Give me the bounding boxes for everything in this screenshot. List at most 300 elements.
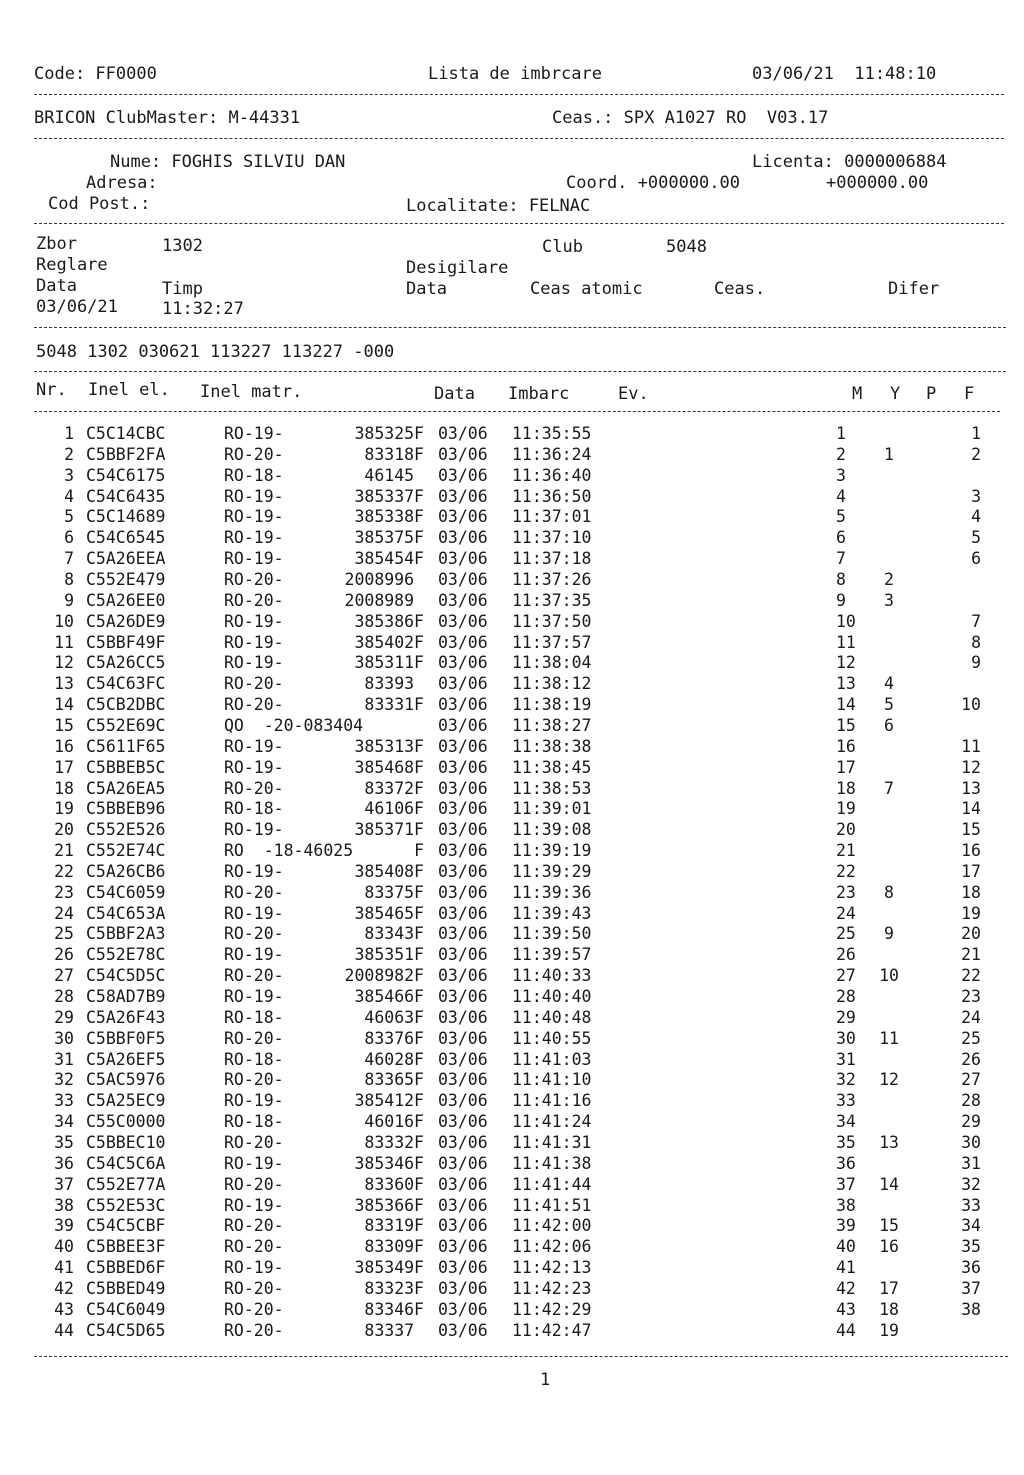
ring-number: 385465F xyxy=(354,903,424,923)
col-p: P xyxy=(926,384,937,404)
rank-m: 8 xyxy=(836,570,846,589)
row-number: 37 xyxy=(54,1174,74,1194)
rank-f: 20 xyxy=(961,924,981,944)
rank-f: 29 xyxy=(961,1112,981,1132)
row-number: 4 xyxy=(64,486,74,506)
ring-prefix: RO-18- xyxy=(224,799,284,819)
divider xyxy=(34,1356,1008,1357)
arrival-time: 11:35:55 xyxy=(512,424,592,443)
ring-prefix: RO-19- xyxy=(224,528,284,548)
rank-m: 11 xyxy=(836,632,856,652)
row-number: 34 xyxy=(54,1112,74,1132)
col-imbarc: Imbarc xyxy=(508,384,570,404)
ring-electronic: C5A26F43 xyxy=(86,1007,166,1027)
rank-y: 3 xyxy=(884,590,894,610)
row-number: 2 xyxy=(64,444,74,464)
rank-m: 18 xyxy=(836,778,856,798)
rank-f: 17 xyxy=(961,861,981,881)
ring-prefix: RO-19- xyxy=(224,653,284,673)
divider xyxy=(34,327,1006,328)
rank-m: 12 xyxy=(836,653,856,673)
ring-electronic: C5BBED6F xyxy=(86,1258,166,1277)
ring-electronic: C55C0000 xyxy=(86,1112,166,1132)
rank-m: 42 xyxy=(836,1278,856,1298)
ring-electronic: C54C6059 xyxy=(86,882,166,902)
rank-f: 27 xyxy=(961,1070,981,1090)
rank-f: 13 xyxy=(961,778,981,798)
ring-number: 83319F xyxy=(364,1216,424,1236)
owner-license: Licenta: 0000006884 xyxy=(752,152,947,172)
rank-f: 25 xyxy=(961,1028,981,1048)
row-number: 13 xyxy=(54,674,74,694)
ring-number: 385412F xyxy=(354,1091,424,1111)
rank-m: 3 xyxy=(836,465,846,485)
col-ev: Ev. xyxy=(618,384,649,404)
row-number: 16 xyxy=(54,736,74,756)
postal-code: Cod Post.: xyxy=(48,194,151,214)
arrival-time: 11:39:43 xyxy=(512,903,592,923)
ring-prefix: RO-19- xyxy=(224,736,284,756)
rank-m: 2 xyxy=(836,444,846,464)
ring-prefix: RO-20- xyxy=(224,1320,284,1340)
flight-number: 1302 xyxy=(162,236,203,256)
arrival-date: 03/06 xyxy=(438,486,488,506)
ring-prefix: RO-19- xyxy=(224,611,284,631)
ring-number: 2008982F xyxy=(344,966,424,986)
rank-y: 12 xyxy=(879,1070,899,1090)
arrival-time: 11:37:10 xyxy=(512,528,592,548)
divider xyxy=(34,138,1004,139)
rank-m: 4 xyxy=(836,486,846,506)
rank-m: 19 xyxy=(836,799,856,819)
row-number: 5 xyxy=(64,507,74,527)
table-row xyxy=(0,1278,1024,1299)
rank-f: 28 xyxy=(961,1091,981,1111)
row-number: 30 xyxy=(54,1028,74,1048)
locality: Localitate: FELNAC xyxy=(406,196,591,216)
rank-f: 26 xyxy=(961,1049,981,1069)
arrival-time: 11:41:16 xyxy=(512,1091,592,1111)
rank-m: 9 xyxy=(836,590,846,610)
rank-f: 6 xyxy=(971,549,981,569)
ring-electronic: C5A25EC9 xyxy=(86,1091,166,1111)
table-row xyxy=(0,632,1024,653)
row-number: 36 xyxy=(54,1153,74,1173)
ring-electronic: C5C14689 xyxy=(86,507,166,527)
table-row xyxy=(0,1007,1024,1028)
arrival-time: 11:42:06 xyxy=(512,1237,592,1257)
ring-number: 46145 xyxy=(364,465,424,485)
ring-prefix: RO-20- xyxy=(224,1278,284,1298)
rank-m: 27 xyxy=(836,966,856,986)
row-number: 9 xyxy=(64,590,74,610)
row-number: 22 xyxy=(54,861,74,881)
arrival-time: 11:38:38 xyxy=(512,736,592,756)
col-nr: Nr. xyxy=(36,380,67,400)
ceas-label: Ceas. xyxy=(714,279,766,299)
col-f: F xyxy=(964,384,975,404)
ring-electronic: C5A26EEA xyxy=(86,549,166,569)
row-number: 31 xyxy=(54,1049,74,1069)
ring-prefix: RO-19- xyxy=(224,903,284,923)
rank-m: 6 xyxy=(836,528,846,548)
arrival-time: 11:36:24 xyxy=(512,444,592,464)
data-label: Data xyxy=(36,276,77,296)
ring-prefix: QO -20-083404 xyxy=(224,715,364,735)
table-row xyxy=(0,569,1024,590)
table-row xyxy=(0,923,1024,944)
arrival-time: 11:42:29 xyxy=(512,1299,592,1319)
row-number: 1 xyxy=(64,424,74,443)
rank-y: 1 xyxy=(884,444,894,464)
arrival-time: 11:42:47 xyxy=(512,1320,592,1340)
ring-number: 385408F xyxy=(354,861,424,881)
arrival-date: 03/06 xyxy=(438,1028,488,1048)
ring-electronic: C54C5D5C xyxy=(86,966,166,986)
arrival-time: 11:41:38 xyxy=(512,1153,592,1173)
table-row xyxy=(0,965,1024,986)
ring-prefix: RO-20- xyxy=(224,1070,284,1090)
ring-number: 385466F xyxy=(354,987,424,1006)
arrival-time: 11:39:36 xyxy=(512,882,592,902)
ring-number: 385402F xyxy=(354,632,424,652)
ring-number: 83318F xyxy=(364,444,424,464)
row-number: 23 xyxy=(54,882,74,902)
row-number: 40 xyxy=(54,1237,74,1257)
table-row xyxy=(0,861,1024,882)
rank-f: 3 xyxy=(971,486,981,506)
arrival-date: 03/06 xyxy=(438,1195,488,1215)
rank-f: 22 xyxy=(961,966,981,986)
arrival-time: 11:37:18 xyxy=(512,549,592,569)
arrival-date: 03/06 xyxy=(438,1278,488,1298)
rank-f: 21 xyxy=(961,945,981,965)
arrival-time: 11:38:27 xyxy=(512,715,592,735)
rank-y: 2 xyxy=(884,570,894,589)
table-row xyxy=(0,423,1024,444)
table-row xyxy=(0,486,1024,507)
arrival-date: 03/06 xyxy=(438,778,488,798)
rank-m: 33 xyxy=(836,1091,856,1111)
rank-m: 38 xyxy=(836,1195,856,1215)
rank-f: 19 xyxy=(961,903,981,923)
rank-f: 1 xyxy=(971,424,981,443)
rank-m: 15 xyxy=(836,715,856,735)
arrival-date: 03/06 xyxy=(438,1112,488,1132)
arrival-time: 11:37:50 xyxy=(512,611,592,631)
ring-electronic: C54C5D65 xyxy=(86,1320,166,1340)
arrival-time: 11:37:57 xyxy=(512,632,592,652)
table-row xyxy=(0,1257,1024,1278)
ring-number: 83376F xyxy=(364,1028,424,1048)
arrival-time: 11:39:08 xyxy=(512,820,592,840)
arrival-date: 03/06 xyxy=(438,1299,488,1319)
ring-prefix: RO-20- xyxy=(224,1299,284,1319)
table-row xyxy=(0,611,1024,632)
rank-m: 43 xyxy=(836,1299,856,1319)
row-number: 43 xyxy=(54,1299,74,1319)
rank-f: 33 xyxy=(961,1195,981,1215)
ring-prefix: RO-19- xyxy=(224,861,284,881)
divider xyxy=(34,371,1006,372)
ring-prefix: RO-19- xyxy=(224,424,284,443)
ring-electronic: C54C6049 xyxy=(86,1299,166,1319)
ring-prefix: RO-20- xyxy=(224,1132,284,1152)
ring-number: 46028F xyxy=(364,1049,424,1069)
arrival-time: 11:40:33 xyxy=(512,966,592,986)
table-row xyxy=(0,527,1024,548)
rank-f: 23 xyxy=(961,987,981,1006)
ring-number: 385468F xyxy=(354,757,424,777)
row-number: 35 xyxy=(54,1132,74,1152)
table-row xyxy=(0,1153,1024,1174)
row-number: 8 xyxy=(64,570,74,589)
rank-m: 31 xyxy=(836,1049,856,1069)
ring-prefix: RO-20- xyxy=(224,674,284,694)
table-row xyxy=(0,944,1024,965)
arrival-date: 03/06 xyxy=(438,1132,488,1152)
ring-number: 46016F xyxy=(364,1112,424,1132)
arrival-date: 03/06 xyxy=(438,715,488,735)
rank-f: 7 xyxy=(971,611,981,631)
table-row xyxy=(0,840,1024,861)
ring-prefix: RO-20- xyxy=(224,882,284,902)
rank-y: 5 xyxy=(884,695,894,714)
rank-m: 7 xyxy=(836,549,846,569)
ring-prefix: RO-19- xyxy=(224,1195,284,1215)
arrival-time: 11:42:13 xyxy=(512,1258,592,1277)
rank-m: 44 xyxy=(836,1320,856,1340)
table-row xyxy=(0,819,1024,840)
rank-m: 21 xyxy=(836,841,856,860)
table-row xyxy=(0,506,1024,527)
ring-prefix: RO-19- xyxy=(224,507,284,527)
table-row xyxy=(0,1236,1024,1257)
rank-m: 23 xyxy=(836,882,856,902)
arrival-date: 03/06 xyxy=(438,632,488,652)
table-row xyxy=(0,694,1024,715)
arrival-time: 11:39:01 xyxy=(512,799,592,819)
arrival-time: 11:38:04 xyxy=(512,653,592,673)
ring-electronic: C552E74C xyxy=(86,841,166,860)
ring-number: 2008989 xyxy=(344,590,424,610)
row-number: 27 xyxy=(54,966,74,986)
col-m: M xyxy=(852,384,863,404)
ring-electronic: C54C6545 xyxy=(86,528,166,548)
arrival-time: 11:37:35 xyxy=(512,590,592,610)
ring-electronic: C54C6435 xyxy=(86,486,166,506)
ring-electronic: C54C6175 xyxy=(86,465,166,485)
ceas-atomic-label: Ceas atomic xyxy=(530,279,643,299)
ring-electronic: C54C63FC xyxy=(86,674,166,694)
ring-prefix: RO-20- xyxy=(224,1028,284,1048)
arrival-date: 03/06 xyxy=(438,465,488,485)
data2-label: Data xyxy=(406,279,447,299)
rank-f: 9 xyxy=(971,653,981,673)
ring-number: 83309F xyxy=(364,1237,424,1257)
ring-electronic: C5BBED49 xyxy=(86,1278,166,1298)
rank-y: 10 xyxy=(879,966,899,986)
rank-m: 5 xyxy=(836,507,846,527)
rank-m: 13 xyxy=(836,674,856,694)
row-number: 32 xyxy=(54,1070,74,1090)
table-row xyxy=(0,757,1024,778)
ring-number: 83343F xyxy=(364,924,424,944)
ring-electronic: C54C653A xyxy=(86,903,166,923)
arrival-time: 11:40:55 xyxy=(512,1028,592,1048)
ring-number: 83365F xyxy=(364,1070,424,1090)
rank-m: 25 xyxy=(836,924,856,944)
ring-number: 385454F xyxy=(354,549,424,569)
row-number: 39 xyxy=(54,1216,74,1236)
rank-y: 13 xyxy=(879,1132,899,1152)
arrival-date: 03/06 xyxy=(438,1320,488,1340)
ring-number: 83360F xyxy=(364,1174,424,1194)
row-number: 41 xyxy=(54,1258,74,1277)
arrival-time: 11:42:00 xyxy=(512,1216,592,1236)
ring-electronic: C5A26EA5 xyxy=(86,778,166,798)
ring-electronic: C54C5C6A xyxy=(86,1153,166,1173)
row-number: 38 xyxy=(54,1195,74,1215)
arrival-date: 03/06 xyxy=(438,987,488,1006)
ring-prefix: RO-19- xyxy=(224,820,284,840)
rank-f: 8 xyxy=(971,632,981,652)
rank-m: 32 xyxy=(836,1070,856,1090)
arrival-time: 11:42:23 xyxy=(512,1278,592,1298)
table-row xyxy=(0,465,1024,486)
arrival-date: 03/06 xyxy=(438,590,488,610)
arrival-date: 03/06 xyxy=(438,1007,488,1027)
row-number: 17 xyxy=(54,757,74,777)
ring-number: 46106F xyxy=(364,799,424,819)
arrival-time: 11:38:45 xyxy=(512,757,592,777)
arrival-time: 11:40:40 xyxy=(512,987,592,1006)
table-row xyxy=(0,1090,1024,1111)
rank-f: 31 xyxy=(961,1153,981,1173)
table-row xyxy=(0,673,1024,694)
arrival-date: 03/06 xyxy=(438,653,488,673)
ring-prefix: RO-19- xyxy=(224,757,284,777)
ring-number: 83375F xyxy=(364,882,424,902)
ring-electronic: C552E78C xyxy=(86,945,166,965)
ring-prefix: RO-20- xyxy=(224,570,284,589)
rank-m: 40 xyxy=(836,1237,856,1257)
rank-m: 26 xyxy=(836,945,856,965)
ring-electronic: C5A26EF5 xyxy=(86,1049,166,1069)
rank-f: 11 xyxy=(961,736,981,756)
table-row xyxy=(0,1215,1024,1236)
arrival-date: 03/06 xyxy=(438,903,488,923)
table-row xyxy=(0,736,1024,757)
row-number: 20 xyxy=(54,820,74,840)
arrival-date: 03/06 xyxy=(438,966,488,986)
rank-m: 35 xyxy=(836,1132,856,1152)
ring-prefix: RO-19- xyxy=(224,549,284,569)
ring-electronic: C58AD7B9 xyxy=(86,987,166,1006)
row-number: 3 xyxy=(64,465,74,485)
ring-number: 83331F xyxy=(364,695,424,714)
reglare-time: 11:32:27 xyxy=(162,299,244,319)
rank-m: 30 xyxy=(836,1028,856,1048)
ring-electronic: C5611F65 xyxy=(86,736,166,756)
coordinates: Coord. +000000.00 xyxy=(566,173,740,193)
arrival-date: 03/06 xyxy=(438,757,488,777)
table-row xyxy=(0,1111,1024,1132)
arrival-date: 03/06 xyxy=(438,841,488,860)
ring-prefix: RO-20- xyxy=(224,590,284,610)
ring-electronic: C5BBEB5C xyxy=(86,757,166,777)
row-number: 19 xyxy=(54,799,74,819)
rank-f: 38 xyxy=(961,1299,981,1319)
col-y: Y xyxy=(890,384,901,404)
arrival-time: 11:41:44 xyxy=(512,1174,592,1194)
ring-number: 385346F xyxy=(354,1153,424,1173)
document-datetime: 03/06/21 11:48:10 xyxy=(752,64,937,84)
ring-number: 385351F xyxy=(354,945,424,965)
rank-f: 32 xyxy=(961,1174,981,1194)
clock-info: Ceas.: SPX A1027 RO V03.17 xyxy=(552,108,829,128)
ring-electronic: C5A26DE9 xyxy=(86,611,166,631)
arrival-time: 11:37:26 xyxy=(512,570,592,589)
ring-prefix: RO-19- xyxy=(224,1153,284,1173)
club-label: Club xyxy=(542,237,583,257)
col-inel-matr: Inel matr. xyxy=(200,382,303,402)
desigilare-label: Desigilare xyxy=(406,258,509,278)
arrival-date: 03/06 xyxy=(438,507,488,527)
reglare-label: Reglare xyxy=(36,255,108,275)
ring-prefix: RO-20- xyxy=(224,1174,284,1194)
table-row xyxy=(0,1320,1024,1341)
arrival-time: 11:39:19 xyxy=(512,841,592,860)
table-row xyxy=(0,882,1024,903)
ring-prefix: RO-20- xyxy=(224,924,284,944)
rank-f: 4 xyxy=(971,507,981,527)
rank-m: 39 xyxy=(836,1216,856,1236)
table-row xyxy=(0,798,1024,819)
ring-prefix: RO-19- xyxy=(224,945,284,965)
arrival-time: 11:41:10 xyxy=(512,1070,592,1090)
rank-f: 18 xyxy=(961,882,981,902)
arrival-date: 03/06 xyxy=(438,1216,488,1236)
ring-number: 385375F xyxy=(354,528,424,548)
ring-prefix: RO -18-46025 xyxy=(224,841,354,860)
rank-y: 16 xyxy=(879,1237,899,1257)
arrival-date: 03/06 xyxy=(438,1237,488,1257)
ring-prefix: RO-18- xyxy=(224,1007,284,1027)
ring-prefix: RO-20- xyxy=(224,778,284,798)
ring-electronic: C5BBEB96 xyxy=(86,799,166,819)
ring-number: 385311F xyxy=(354,653,424,673)
rank-m: 29 xyxy=(836,1007,856,1027)
ring-electronic: C5AC5976 xyxy=(86,1070,166,1090)
rank-m: 28 xyxy=(836,987,856,1006)
ring-number: 385338F xyxy=(354,507,424,527)
rank-y: 18 xyxy=(879,1299,899,1319)
ring-electronic: C5BBF2FA xyxy=(86,444,166,464)
row-number: 21 xyxy=(54,841,74,860)
rank-m: 20 xyxy=(836,820,856,840)
ring-electronic: C5BBF2A3 xyxy=(86,924,166,944)
rank-f: 37 xyxy=(961,1278,981,1298)
rank-f: 30 xyxy=(961,1132,981,1152)
arrival-date: 03/06 xyxy=(438,570,488,589)
row-number: 25 xyxy=(54,924,74,944)
ring-electronic: C5BBF0F5 xyxy=(86,1028,166,1048)
row-number: 24 xyxy=(54,903,74,923)
arrival-time: 11:41:31 xyxy=(512,1132,592,1152)
arrival-date: 03/06 xyxy=(438,924,488,944)
table-row xyxy=(0,1174,1024,1195)
